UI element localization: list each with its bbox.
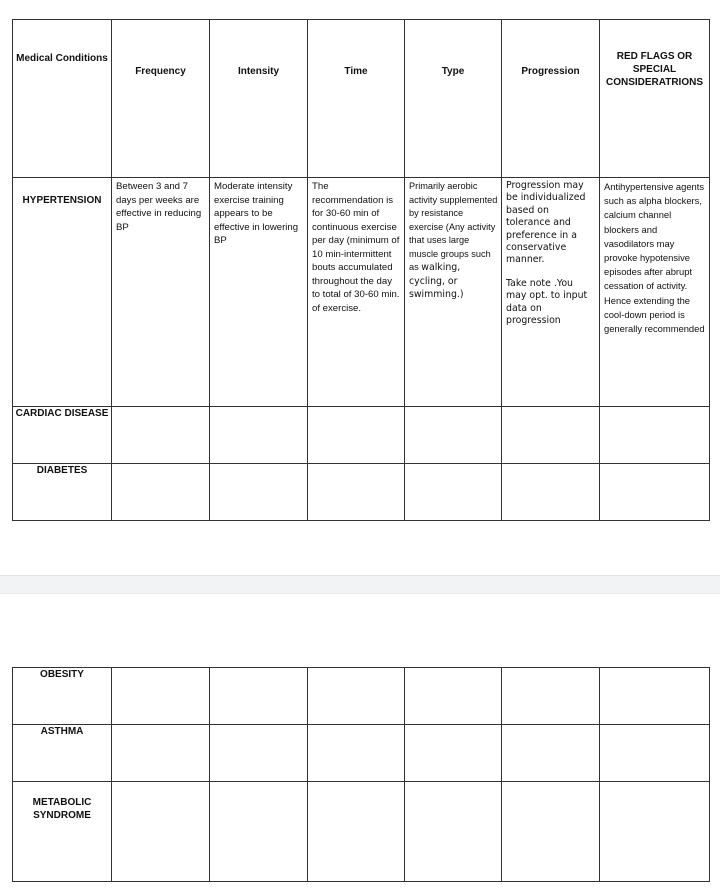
hypertension-progression-note: Take note .You may opt. to input data on progression xyxy=(506,277,588,327)
cardiac-red-flags-cell[interactable] xyxy=(600,407,710,464)
header-time: Time xyxy=(308,20,405,178)
metabolic-red-flags-cell[interactable] xyxy=(600,782,710,882)
header-red-flags: RED FLAGS OR SPECIAL CONSIDERATRIONS xyxy=(600,20,710,178)
metabolic-progression-cell[interactable] xyxy=(502,782,600,882)
cardiac-progression-cell[interactable] xyxy=(502,407,600,464)
header-intensity: Intensity xyxy=(210,20,308,178)
hypertension-progression-main: Progression may be individualized based on tolerance and preference in a conservative manner. xyxy=(506,180,586,266)
cardiac-type-cell[interactable] xyxy=(405,407,502,464)
asthma-row xyxy=(13,725,710,782)
asthma-progression-cell[interactable] xyxy=(502,725,600,782)
metabolic-type-cell[interactable] xyxy=(405,782,502,882)
cardiac-disease-row xyxy=(13,407,710,464)
obesity-frequency-cell[interactable] xyxy=(112,668,210,725)
metabolic-frequency-cell[interactable] xyxy=(112,782,210,882)
header-progression: Progression xyxy=(502,20,600,178)
hypertension-type-examples: walking, cycling, or swimming.) xyxy=(409,262,464,300)
exercise-prescription-table-continued xyxy=(12,667,710,882)
header-row xyxy=(13,20,710,178)
obesity-intensity-cell[interactable] xyxy=(210,668,308,725)
asthma-type-cell[interactable] xyxy=(405,725,502,782)
metabolic-intensity-cell[interactable] xyxy=(210,782,308,882)
hypertension-progression-cell[interactable] xyxy=(502,178,600,407)
condition-diabetes: DIABETES xyxy=(13,464,112,521)
asthma-intensity-cell[interactable] xyxy=(210,725,308,782)
hypertension-type-main: Primarily aerobic activity supplemented by resistance exercise (Any activity that uses large muscle groups such as xyxy=(409,181,498,272)
diabetes-row xyxy=(13,464,710,521)
condition-metabolic-syndrome: METABOLIC SYNDROME xyxy=(13,782,112,882)
cardiac-intensity-cell[interactable] xyxy=(210,407,308,464)
hypertension-intensity-cell[interactable] xyxy=(210,178,308,407)
cardiac-frequency-cell[interactable] xyxy=(112,407,210,464)
hypertension-time: The recommendation is for 30-60 min of continuous exercise per day (minimum of 10 min-intermittent bouts accumulated throughout the day to total of 30-60 min. of exercise. xyxy=(312,181,400,314)
hypertension-red-flags-cell[interactable] xyxy=(600,178,710,407)
metabolic-time-cell[interactable] xyxy=(308,782,405,882)
diabetes-progression-cell[interactable] xyxy=(502,464,600,521)
condition-hypertension: HYPERTENSION xyxy=(13,178,112,407)
obesity-type-cell[interactable] xyxy=(405,668,502,725)
hypertension-row xyxy=(13,178,710,407)
condition-obesity: OBESITY xyxy=(13,668,112,725)
asthma-time-cell[interactable] xyxy=(308,725,405,782)
diabetes-red-flags-cell[interactable] xyxy=(600,464,710,521)
condition-asthma: ASTHMA xyxy=(13,725,112,782)
asthma-frequency-cell[interactable] xyxy=(112,725,210,782)
header-frequency: Frequency xyxy=(112,20,210,178)
obesity-red-flags-cell[interactable] xyxy=(600,668,710,725)
diabetes-intensity-cell[interactable] xyxy=(210,464,308,521)
hypertension-intensity: Moderate intensity exercise training appears to be effective in lowering BP xyxy=(214,181,299,246)
hypertension-red-flags: Antihypertensive agents such as alpha blockers, calcium channel blockers and vasodilators may provoke hypotensive episodes after abrupt cessation of activity. Hence extending the cool-down period is generally recommended xyxy=(604,181,705,335)
hypertension-frequency: Between 3 and 7 days per weeks are effective in reducing BP xyxy=(116,181,202,233)
condition-cardiac-disease: CARDIAC DISEASE xyxy=(13,407,112,464)
hypertension-frequency-cell[interactable] xyxy=(112,178,210,407)
page-break xyxy=(0,575,720,594)
obesity-time-cell[interactable] xyxy=(308,668,405,725)
cardiac-time-cell[interactable] xyxy=(308,407,405,464)
diabetes-type-cell[interactable] xyxy=(405,464,502,521)
header-medical-conditions: Medical Conditions xyxy=(13,20,112,178)
exercise-prescription-table xyxy=(12,19,710,521)
asthma-red-flags-cell[interactable] xyxy=(600,725,710,782)
header-type: Type xyxy=(405,20,502,178)
diabetes-time-cell[interactable] xyxy=(308,464,405,521)
hypertension-time-cell[interactable] xyxy=(308,178,405,407)
obesity-row xyxy=(13,668,710,725)
metabolic-syndrome-row xyxy=(13,782,710,882)
hypertension-type-cell[interactable] xyxy=(405,178,502,407)
diabetes-frequency-cell[interactable] xyxy=(112,464,210,521)
obesity-progression-cell[interactable] xyxy=(502,668,600,725)
